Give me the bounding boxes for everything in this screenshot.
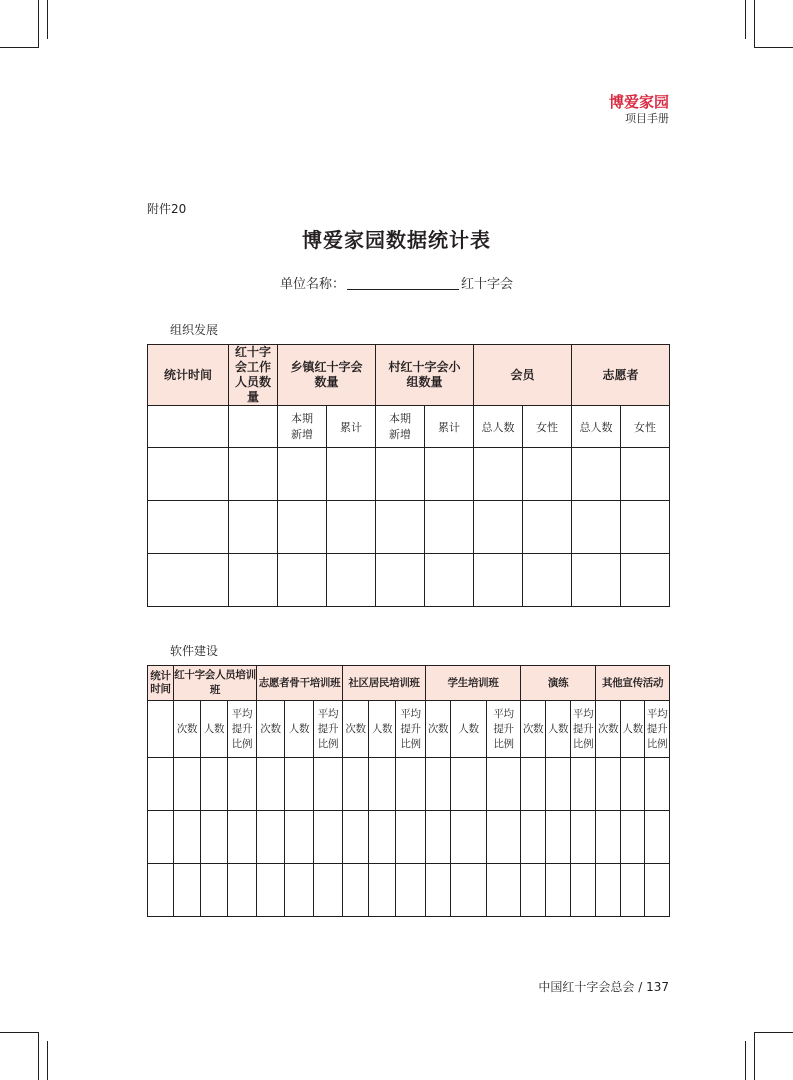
input-cell[interactable] bbox=[369, 758, 396, 811]
input-cell[interactable] bbox=[487, 758, 521, 811]
input-cell[interactable] bbox=[396, 758, 426, 811]
input-cell[interactable] bbox=[621, 864, 645, 917]
unit-name-suffix: 红十字会 bbox=[461, 277, 514, 292]
crop-mark bbox=[754, 1032, 793, 1033]
input-cell[interactable] bbox=[425, 554, 474, 607]
crop-mark bbox=[38, 0, 39, 48]
input-cell[interactable] bbox=[621, 554, 670, 607]
table-row bbox=[148, 758, 670, 811]
input-cell[interactable] bbox=[148, 554, 229, 607]
software-building-table bbox=[147, 665, 670, 917]
input-cell[interactable] bbox=[327, 501, 376, 554]
crop-mark bbox=[0, 47, 39, 48]
input-cell[interactable] bbox=[343, 758, 369, 811]
input-cell[interactable] bbox=[451, 758, 487, 811]
subheader-people: 人数 bbox=[201, 701, 228, 758]
subheader-avg-improvement: 平均提升比例 bbox=[228, 701, 257, 758]
header-stat-time: 统计时间 bbox=[148, 666, 174, 701]
input-cell[interactable] bbox=[621, 758, 645, 811]
input-cell[interactable] bbox=[523, 554, 572, 607]
input-cell[interactable] bbox=[426, 811, 451, 864]
input-cell[interactable] bbox=[571, 811, 596, 864]
input-cell[interactable] bbox=[314, 811, 343, 864]
header-other-publicity: 其他宣传活动 bbox=[596, 666, 670, 701]
input-cell[interactable] bbox=[314, 758, 343, 811]
input-cell[interactable] bbox=[523, 448, 572, 501]
crop-mark bbox=[754, 1032, 755, 1080]
unit-name-line bbox=[0, 273, 793, 292]
table-row bbox=[148, 448, 670, 501]
input-cell[interactable] bbox=[474, 554, 523, 607]
input-cell[interactable] bbox=[257, 758, 285, 811]
input-cell[interactable] bbox=[228, 811, 257, 864]
input-cell[interactable] bbox=[376, 501, 425, 554]
page-footer: 中国红十字会总会 / 137 bbox=[538, 980, 669, 994]
subheader-new: 本期新增 bbox=[278, 406, 327, 448]
subheader-people: 人数 bbox=[369, 701, 396, 758]
input-cell[interactable] bbox=[645, 758, 670, 811]
input-cell[interactable] bbox=[396, 811, 426, 864]
input-cell[interactable] bbox=[148, 448, 229, 501]
input-cell[interactable] bbox=[369, 864, 396, 917]
input-cell[interactable] bbox=[571, 864, 596, 917]
table-row bbox=[148, 811, 670, 864]
header-student-training: 学生培训班 bbox=[426, 666, 521, 701]
input-cell[interactable] bbox=[425, 448, 474, 501]
input-cell[interactable] bbox=[596, 864, 621, 917]
input-cell[interactable] bbox=[174, 864, 201, 917]
input-cell[interactable] bbox=[572, 501, 621, 554]
table-cell bbox=[148, 406, 229, 448]
input-cell[interactable] bbox=[474, 501, 523, 554]
crop-mark bbox=[47, 0, 48, 39]
input-cell[interactable] bbox=[596, 758, 621, 811]
unit-name-label: 单位名称： bbox=[279, 277, 345, 292]
crop-mark bbox=[38, 1032, 39, 1080]
input-cell[interactable] bbox=[327, 554, 376, 607]
subheader-count: 次数 bbox=[257, 701, 285, 758]
org-development-table bbox=[147, 344, 670, 607]
table-row bbox=[148, 554, 670, 607]
crop-mark bbox=[745, 0, 746, 39]
table-cell bbox=[229, 406, 278, 448]
subheader-female: 女性 bbox=[621, 406, 670, 448]
input-cell[interactable] bbox=[174, 811, 201, 864]
subheader-count: 次数 bbox=[426, 701, 451, 758]
header-staff-training: 红十字会人员培训班 bbox=[174, 666, 257, 701]
subheader-count: 次数 bbox=[596, 701, 621, 758]
brand-header bbox=[609, 93, 669, 127]
input-cell[interactable] bbox=[376, 448, 425, 501]
appendix-label: 附件20 bbox=[147, 202, 187, 216]
input-cell[interactable] bbox=[376, 554, 425, 607]
input-cell[interactable] bbox=[426, 758, 451, 811]
input-cell[interactable] bbox=[148, 758, 174, 811]
input-cell[interactable] bbox=[343, 864, 369, 917]
subheader-people: 人数 bbox=[621, 701, 645, 758]
subheader-female: 女性 bbox=[523, 406, 572, 448]
input-cell[interactable] bbox=[425, 501, 474, 554]
input-cell[interactable] bbox=[645, 811, 670, 864]
subheader-count: 次数 bbox=[174, 701, 201, 758]
input-cell[interactable] bbox=[278, 448, 327, 501]
input-cell[interactable] bbox=[314, 864, 343, 917]
input-cell[interactable] bbox=[487, 864, 521, 917]
crop-mark bbox=[754, 0, 755, 48]
input-cell[interactable] bbox=[474, 448, 523, 501]
subheader-total: 累计 bbox=[327, 406, 376, 448]
input-cell[interactable] bbox=[285, 864, 314, 917]
input-cell[interactable] bbox=[229, 554, 278, 607]
input-cell[interactable] bbox=[521, 864, 546, 917]
input-cell[interactable] bbox=[228, 758, 257, 811]
header-township-count: 乡镇红十字会数量 bbox=[278, 345, 376, 406]
subheader-total: 累计 bbox=[425, 406, 474, 448]
unit-name-blank[interactable] bbox=[347, 276, 459, 290]
brand-title: 博爱家园 bbox=[608, 93, 669, 111]
subheader-count: 次数 bbox=[343, 701, 369, 758]
input-cell[interactable] bbox=[201, 864, 228, 917]
subheader-total-people: 总人数 bbox=[572, 406, 621, 448]
input-cell[interactable] bbox=[521, 811, 546, 864]
subheader-avg-improvement: 平均提升比例 bbox=[571, 701, 596, 758]
input-cell[interactable] bbox=[201, 811, 228, 864]
input-cell[interactable] bbox=[278, 501, 327, 554]
input-cell[interactable] bbox=[148, 864, 174, 917]
input-cell[interactable] bbox=[645, 864, 670, 917]
input-cell[interactable] bbox=[148, 811, 174, 864]
input-cell[interactable] bbox=[546, 758, 571, 811]
input-cell[interactable] bbox=[487, 811, 521, 864]
input-cell[interactable] bbox=[621, 501, 670, 554]
input-cell[interactable] bbox=[396, 864, 426, 917]
header-resident-training: 社区居民培训班 bbox=[343, 666, 426, 701]
input-cell[interactable] bbox=[285, 811, 314, 864]
subheader-people: 人数 bbox=[451, 701, 487, 758]
input-cell[interactable] bbox=[571, 758, 596, 811]
input-cell[interactable] bbox=[369, 811, 396, 864]
subheader-new: 本期新增 bbox=[376, 406, 425, 448]
page-title: 博爱家园数据统计表 bbox=[302, 228, 491, 252]
brand-subtitle: 项目手册 bbox=[625, 112, 669, 125]
crop-mark bbox=[754, 47, 793, 48]
input-cell[interactable] bbox=[546, 811, 571, 864]
header-members: 会员 bbox=[474, 345, 572, 406]
header-stat-time: 统计时间 bbox=[148, 345, 229, 406]
input-cell[interactable] bbox=[174, 758, 201, 811]
input-cell[interactable] bbox=[229, 501, 278, 554]
header-volunteers: 志愿者 bbox=[572, 345, 670, 406]
header-staff-count: 红十字会工作人员数量 bbox=[229, 345, 278, 406]
table-row bbox=[148, 501, 670, 554]
crop-mark bbox=[745, 1041, 746, 1080]
input-cell[interactable] bbox=[229, 448, 278, 501]
input-cell[interactable] bbox=[451, 811, 487, 864]
subheader-avg-improvement: 平均提升比例 bbox=[314, 701, 343, 758]
input-cell[interactable] bbox=[327, 448, 376, 501]
crop-mark bbox=[47, 1041, 48, 1080]
subheader-avg-improvement: 平均提升比例 bbox=[396, 701, 426, 758]
table-row bbox=[148, 864, 670, 917]
subheader-count: 次数 bbox=[521, 701, 546, 758]
input-cell[interactable] bbox=[521, 758, 546, 811]
input-cell[interactable] bbox=[621, 811, 645, 864]
input-cell[interactable] bbox=[201, 758, 228, 811]
table-cell bbox=[148, 701, 174, 758]
input-cell[interactable] bbox=[523, 501, 572, 554]
input-cell[interactable] bbox=[546, 864, 571, 917]
input-cell[interactable] bbox=[572, 554, 621, 607]
input-cell[interactable] bbox=[451, 864, 487, 917]
input-cell[interactable] bbox=[278, 554, 327, 607]
input-cell[interactable] bbox=[596, 811, 621, 864]
subheader-avg-improvement: 平均提升比例 bbox=[645, 701, 670, 758]
subheader-avg-improvement: 平均提升比例 bbox=[487, 701, 521, 758]
crop-mark bbox=[0, 1032, 39, 1033]
input-cell[interactable] bbox=[426, 864, 451, 917]
input-cell[interactable] bbox=[228, 864, 257, 917]
input-cell[interactable] bbox=[148, 501, 229, 554]
header-village-count: 村红十字会小组数量 bbox=[376, 345, 474, 406]
subheader-people: 人数 bbox=[546, 701, 571, 758]
input-cell[interactable] bbox=[343, 811, 369, 864]
input-cell[interactable] bbox=[285, 758, 314, 811]
subheader-people: 人数 bbox=[285, 701, 314, 758]
section-label-software: 软件建设 bbox=[170, 644, 219, 658]
section-label-org: 组织发展 bbox=[170, 323, 219, 337]
input-cell[interactable] bbox=[621, 448, 670, 501]
input-cell[interactable] bbox=[257, 864, 285, 917]
header-volunteer-training: 志愿者骨干培训班 bbox=[257, 666, 343, 701]
header-drill: 演练 bbox=[521, 666, 596, 701]
input-cell[interactable] bbox=[257, 811, 285, 864]
input-cell[interactable] bbox=[572, 448, 621, 501]
subheader-total-people: 总人数 bbox=[474, 406, 523, 448]
